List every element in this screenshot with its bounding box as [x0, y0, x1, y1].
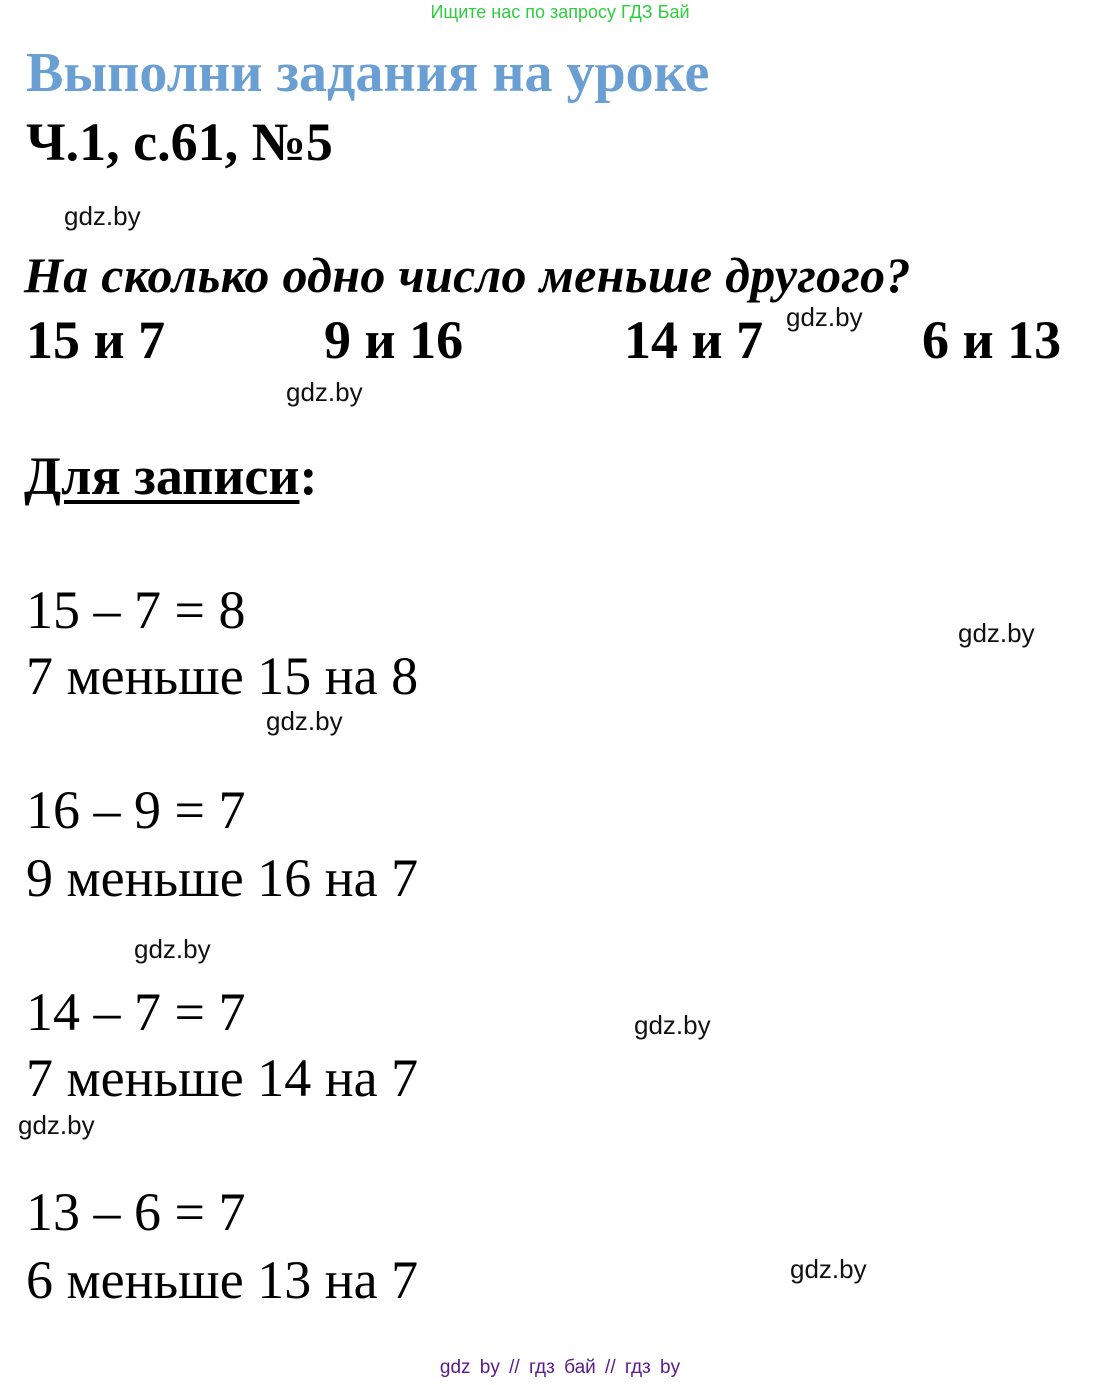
number-pair-2: 9 и 16 — [324, 310, 464, 370]
watermark: gdz.by — [134, 934, 211, 964]
watermark: gdz.by — [18, 1110, 95, 1140]
answer-3-statement: 7 меньше 14 на 7 — [26, 1048, 419, 1108]
watermark: gdz.by — [958, 618, 1035, 648]
answer-2-statement: 9 меньше 16 на 7 — [26, 848, 419, 908]
number-pair-4: 6 и 13 — [922, 310, 1062, 370]
answer-2-equation: 16 – 9 = 7 — [26, 780, 246, 840]
answer-4-statement: 6 меньше 13 на 7 — [26, 1250, 419, 1310]
watermark: gdz.by — [64, 201, 141, 231]
answer-4-equation: 13 – 6 = 7 — [26, 1182, 246, 1242]
answer-1-equation: 15 – 7 = 8 — [26, 580, 246, 640]
top-banner: Ищите нас по запросу ГДЗ Бай — [430, 2, 690, 22]
section-heading-text: Для записи — [24, 446, 300, 506]
watermark: gdz.by — [790, 1254, 867, 1284]
number-pair-3: 14 и 7 — [624, 310, 764, 370]
section-heading-colon: : — [299, 446, 318, 506]
watermark: gdz.by — [634, 1010, 711, 1040]
watermark: gdz.by — [786, 302, 863, 332]
watermark: gdz.by — [266, 706, 343, 736]
number-pair-1: 15 и 7 — [26, 310, 166, 370]
section-heading — [24, 444, 317, 508]
page-title: Выполни задания на уроке — [26, 42, 710, 104]
footer-links: gdz by // гдз бай // гдз by — [439, 1357, 681, 1378]
watermark: gdz.by — [286, 377, 363, 407]
answer-3-equation: 14 – 7 = 7 — [26, 982, 246, 1042]
task-reference: Ч.1, с.61, №5 — [26, 112, 333, 172]
task-question: На сколько одно число меньше другого? — [24, 247, 911, 303]
answer-1-statement: 7 меньше 15 на 8 — [26, 646, 419, 706]
